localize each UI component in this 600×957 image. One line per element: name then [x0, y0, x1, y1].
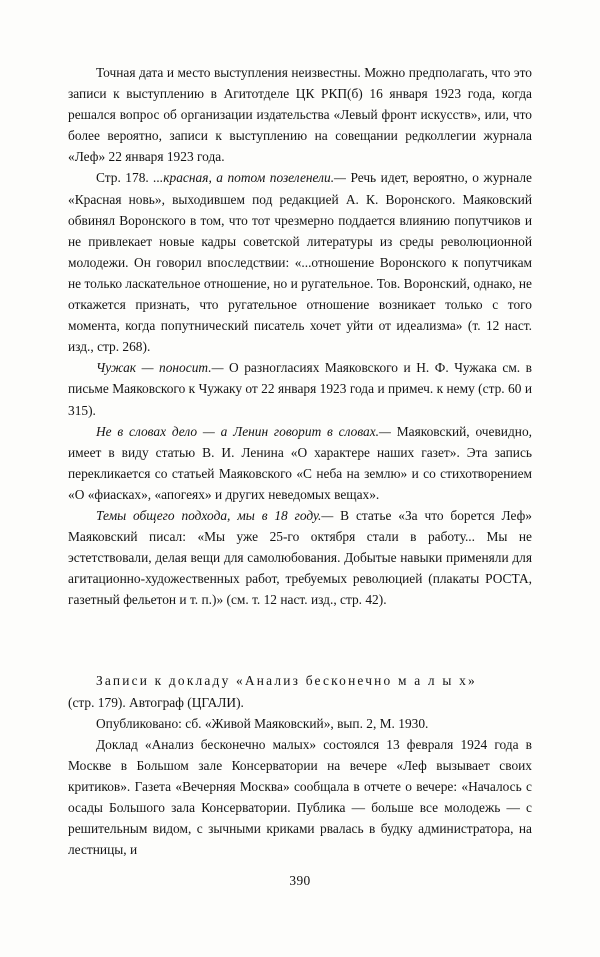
paragraph-5-italic: Темы общего подхода, мы в 18 году.— — [96, 507, 334, 523]
paragraph-4-text: Маяковский, очевидно, имеет в виду статью В. И. Ленина «О характере наших газет». Эта запись перекликается со статьей Маяковского «С неба на землю» и со стихотворением «О «фиасках», «апогеях» и других неведомых вещах». — [68, 423, 532, 502]
paragraph-3-italic: Чужак — поносит.— — [96, 360, 224, 376]
paragraph-4-italic: Не в словах дело — а Ленин говорит в словах.— — [96, 423, 391, 439]
section-paragraph-1-text: Опубликовано: сб. «Живой Маяковский», вып. 2, М. 1930. — [96, 715, 429, 731]
paragraph-5-text: В статье «За что борется Леф» Маяковский писал: «Мы уже 25-го октября стали в работу... Мы не эстетствовали, делая вещи для самолюбования. Добытые навыки применяли для агитационно-художественных работ, требуемых революцией (плакаты РОСТА, газетный фельетон и т. п.)» (см. т. 12 наст. изд., стр. 42). — [68, 507, 532, 608]
paragraph-2-lead: Стр. 178. — [96, 170, 154, 186]
paragraph-2-italic: ...красная, а потом позеленели.— — [153, 170, 346, 186]
page-number: 390 — [289, 873, 311, 888]
section-heading-source-text: (стр. 179). Автограф (ЦГАЛИ). — [68, 694, 244, 710]
page-body — [68, 62, 532, 860]
paragraph-4 — [68, 421, 532, 505]
section-heading — [68, 670, 532, 691]
section-paragraph-2-text: Доклад «Анализ бесконечно малых» состоялся 13 февраля 1924 года в Москве в Большом зале Консерватории на вечере «Леф вызывает своих критиков». Газета «Вечерняя Москва» сообщала в отчете о вечере: «Началось с осады Большого зала Консерватории. Публика — больше все молодежь — с решительным видом, с зычными криками рвалась в будку администратора, на лестницы, и — [68, 736, 532, 858]
paragraph-2-text: Речь идет, вероятно, о журнале «Красная новь», выходившем под редакцией А. К. Воронского. Маяковский обвинял Воронского в том, что тот чрезмерно поддается влиянию попутчиков и не привлекает новые кадры советской литературы из среды революционной молодежи. Он говорил впоследствии: «...отношение Воронского к попутчикам не только ласкательное отношение, но и ругательное. Тов. Воронский, однако, не откажется признать, что ругательное отношение возникает только с того момента, когда попутнический писатель хочет уйти от идеализма» (т. 12 наст. изд., стр. 268). — [68, 170, 532, 355]
section-paragraph-2 — [68, 734, 532, 861]
paragraph-5 — [68, 505, 532, 610]
paragraph-1-text: Точная дата и место выступления неизвестны. Можно предполагать, что это записи к выступлению в Агитотделе ЦК РКП(б) 16 января 1923 года, когда решался вопрос об организации издательства «Левый фронт искусств», или, что более вероятно, записи к выступлению на совещании редколлегии журнала «Леф» 22 января 1923 года. — [68, 65, 532, 165]
section-paragraph-1 — [68, 713, 532, 734]
paragraph-2 — [68, 167, 532, 357]
section-heading-source — [68, 692, 532, 713]
section-heading-text: Записи к докладу «Анализ бесконечно м а л ы х» — [96, 673, 477, 689]
paragraph-3-text: О разногласиях Маяковского и Н. Ф. Чужака см. в письме Маяковского к Чужаку от 22 января 1923 года и примеч. к нему (стр. 60 и 315). — [68, 360, 532, 418]
paragraph-3 — [68, 357, 532, 420]
paragraph-1 — [68, 62, 532, 167]
section-spacer — [68, 610, 532, 636]
